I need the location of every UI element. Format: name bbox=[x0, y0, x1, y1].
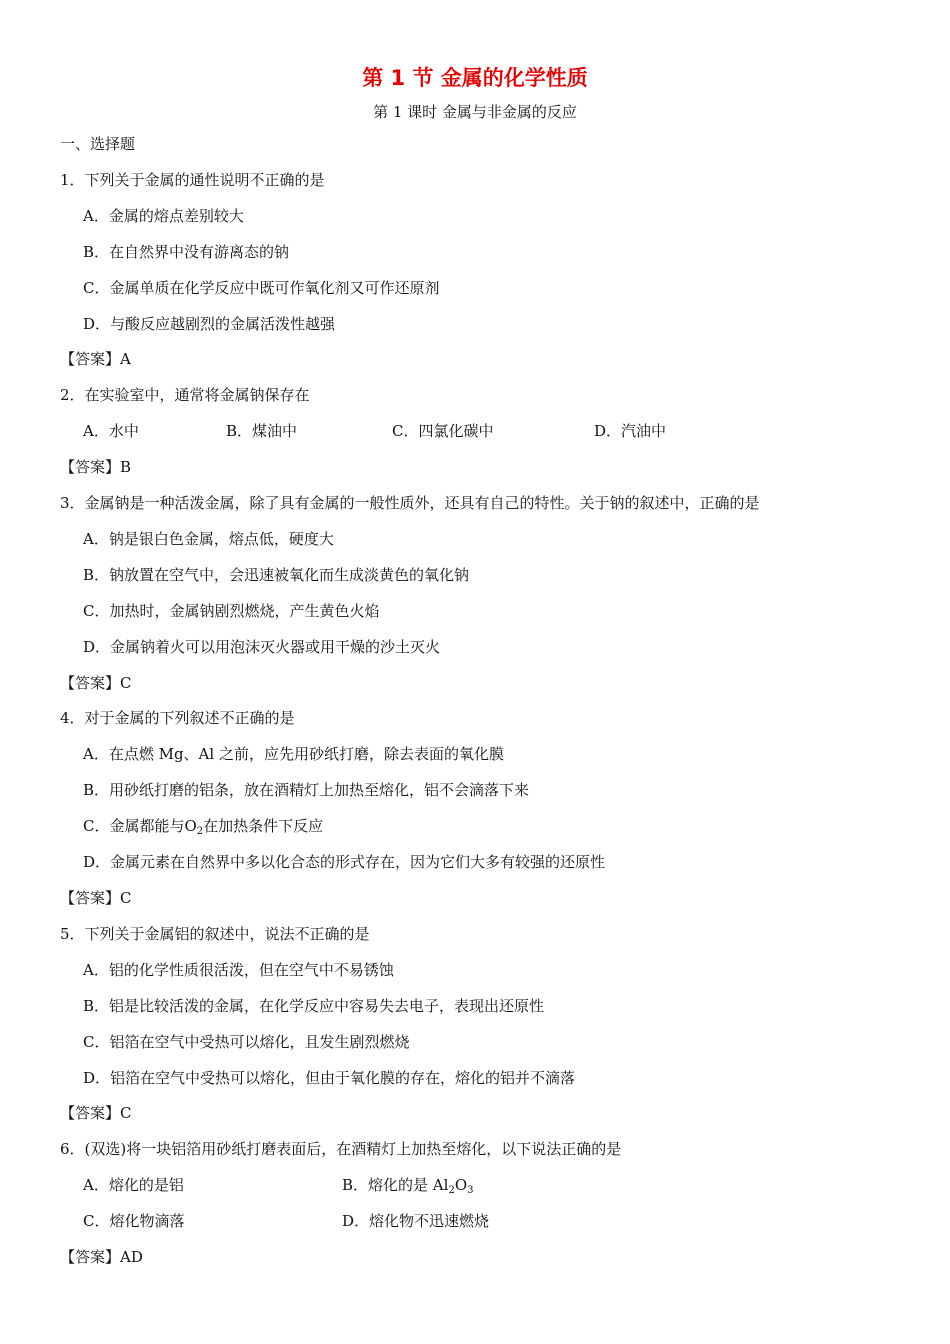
question-3-answer: 【答案】C bbox=[60, 674, 132, 692]
question-3-option-b: B．钠放置在空气中，会迅速被氧化而生成淡黄色的氧化钠 bbox=[83, 566, 470, 584]
aluminum-symbol: Al bbox=[432, 1176, 449, 1194]
oxide-subscript: 3 bbox=[467, 1185, 474, 1196]
question-2-option-d: D．汽油中 bbox=[594, 422, 667, 440]
question-6-option-d: D．熔化物不迅速燃烧 bbox=[342, 1212, 490, 1230]
question-2-stem: 2．在实验室中，通常将金属钠保存在 bbox=[60, 386, 310, 404]
oxygen-symbol: O bbox=[184, 817, 197, 835]
question-5-option-b: B．铝是比较活泼的金属，在化学反应中容易失去电子，表现出还原性 bbox=[83, 997, 545, 1015]
question-2-option-c: C．四氯化碳中 bbox=[392, 422, 494, 440]
question-6-option-c: C．熔化物滴落 bbox=[83, 1212, 185, 1230]
question-2-option-b: B．煤油中 bbox=[226, 422, 298, 440]
question-1-stem: 1．下列关于金属的通性说明不正确的是 bbox=[60, 171, 325, 189]
question-5-option-a: A．铝的化学性质很活泼，但在空气中不易锈蚀 bbox=[83, 961, 394, 979]
question-4-option-d: D．金属元素在自然界中多以化合态的形式存在，因为它们大多有较强的还原性 bbox=[83, 853, 606, 871]
oxide-symbol: O bbox=[454, 1176, 468, 1194]
question-2-option-a: A．水中 bbox=[83, 422, 139, 440]
section-heading: 一、选择题 bbox=[60, 135, 136, 153]
question-1-option-c: C．金属单质在化学反应中既可作氧化剂又可作还原剂 bbox=[83, 279, 440, 297]
question-3-option-c: C．加热时，金属钠剧烈燃烧，产生黄色火焰 bbox=[83, 602, 380, 620]
question-4-option-b: B．用砂纸打磨的铝条，放在酒精灯上加热至熔化，铝不会滴落下来 bbox=[83, 781, 530, 799]
page-title: 第 1 节 金属的化学性质 bbox=[362, 66, 588, 90]
question-2-answer: 【答案】B bbox=[60, 458, 132, 476]
option-c-text-before: C．金属都能与 bbox=[83, 817, 185, 835]
option-b-text: B．熔化的是 bbox=[342, 1176, 433, 1194]
page-subtitle: 第 1 课时 金属与非金属的反应 bbox=[373, 103, 577, 121]
aluminum-subscript: 2 bbox=[448, 1185, 455, 1196]
question-5-stem: 5．下列关于金属铝的叙述中，说法不正确的是 bbox=[60, 925, 370, 943]
question-6-option-b bbox=[342, 1175, 474, 1201]
question-5-option-c: C．铝箔在空气中受热可以熔化，且发生剧烈燃烧 bbox=[83, 1033, 410, 1051]
question-3-option-d: D．金属钠着火可以用泡沫灭火器或用干燥的沙土灭火 bbox=[83, 638, 441, 656]
question-1-option-b: B．在自然界中没有游离态的钠 bbox=[83, 243, 290, 261]
question-6-stem: 6．(双选)将一块铝箔用砂纸打磨表面后，在酒精灯上加热至熔化，以下说法正确的是 bbox=[60, 1140, 622, 1158]
question-4-stem: 4．对于金属的下列叙述不正确的是 bbox=[60, 709, 295, 727]
question-6-answer: 【答案】AD bbox=[60, 1248, 143, 1266]
question-6-option-a: A．熔化的是铝 bbox=[83, 1176, 184, 1194]
question-4-answer: 【答案】C bbox=[60, 889, 132, 907]
question-1-option-d: D．与酸反应越剧烈的金属活泼性越强 bbox=[83, 315, 336, 333]
question-5-answer: 【答案】C bbox=[60, 1104, 132, 1122]
question-1-option-a: A．金属的熔点差别较大 bbox=[83, 207, 244, 225]
question-4-option-c bbox=[83, 816, 323, 842]
question-5-option-d: D．铝箔在空气中受热可以熔化，但由于氧化膜的存在，熔化的铝并不滴落 bbox=[83, 1069, 576, 1087]
option-c-text-after: 在加热条件下反应 bbox=[203, 817, 324, 835]
question-3-stem: 3．金属钠是一种活泼金属，除了具有金属的一般性质外，还具有自己的特性。关于钠的叙述中，正确的是 bbox=[60, 494, 760, 512]
oxygen-subscript: 2 bbox=[196, 826, 204, 837]
question-4-option-a: A．在点燃 Mg、Al 之前，应先用砂纸打磨，除去表面的氧化膜 bbox=[83, 745, 504, 763]
question-3-option-a: A．钠是银白色金属，熔点低，硬度大 bbox=[83, 530, 334, 548]
question-1-answer: 【答案】A bbox=[60, 350, 131, 368]
